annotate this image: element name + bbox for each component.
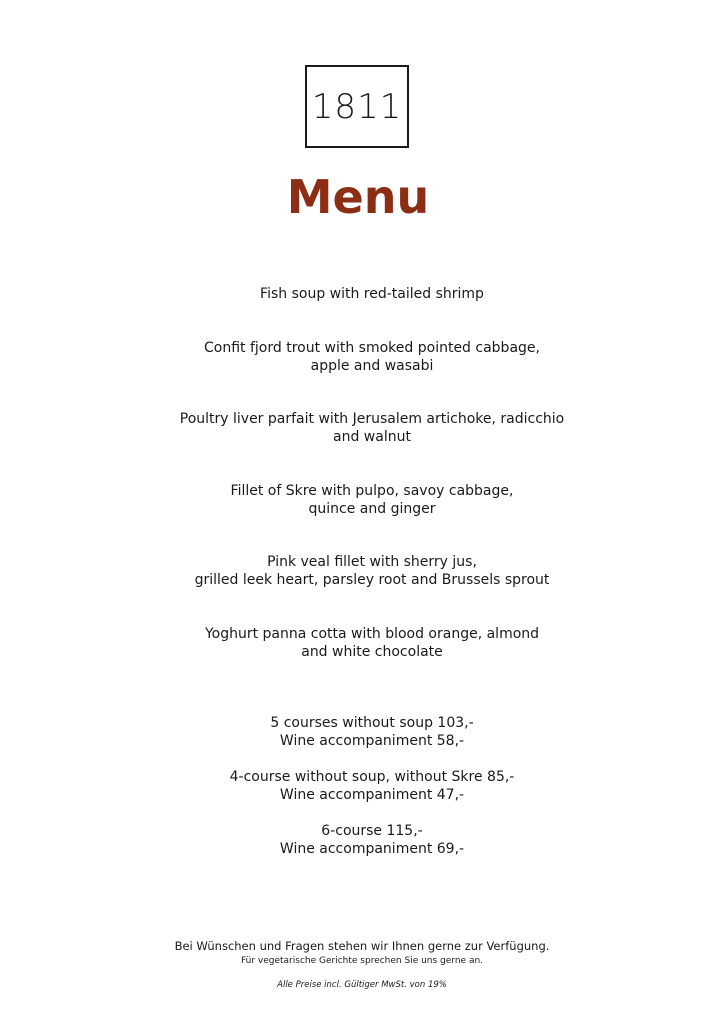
dish-item [100,625,644,661]
dish-line: apple and wasabi [310,358,434,374]
dish-item [100,285,644,303]
wine-price: Wine accompaniment 58,- [279,733,465,749]
dish-line: Fillet of Skre with pulpo, savoy cabbage, [230,483,514,499]
footer-note: Bei Wünschen und Fragen stehen wir Ihnen gerne zur Verfügung. [174,939,550,953]
footer-vegetarian-note: Für vegetarische Gerichte sprechen Sie uns gerne an. [240,956,484,966]
dish-line: Poultry liver parfait with Jerusalem artichoke, radicchio [179,411,565,427]
dish-line: and white chocolate [301,644,443,660]
course-price: 4-course without soup, without Skre 85,- [229,769,515,785]
dish-line: Fish soup with red-tailed shrimp [260,286,484,302]
course-price: 6-course 115,- [321,823,423,839]
dish-item [100,339,644,375]
dish-item [100,410,644,446]
dish-line: Pink veal fillet with sherry jus, [267,554,477,570]
logo-box [305,65,409,148]
dish-line: grilled leek heart, parsley root and Brussels sprout [194,572,550,588]
page-title: Menu [286,170,430,224]
price-option [100,822,644,858]
dish-line: Yoghurt panna cotta with blood orange, almond [204,626,540,642]
dish-line: quince and ginger [308,501,436,517]
price-option [100,714,644,750]
dish-item [100,482,644,518]
dish-line: and walnut [333,429,411,445]
wine-price: Wine accompaniment 47,- [279,787,465,803]
course-price: 5 courses without soup 103,- [270,715,474,731]
dish-item [100,553,644,589]
logo-text: 1811 [311,86,403,127]
price-option [100,768,644,804]
footer-vat-note: Alle Preise incl. Gültiger MwSt. von 19% [277,980,447,990]
dish-line: Confit fjord trout with smoked pointed cabbage, [204,340,540,356]
wine-price: Wine accompaniment 69,- [279,841,465,857]
